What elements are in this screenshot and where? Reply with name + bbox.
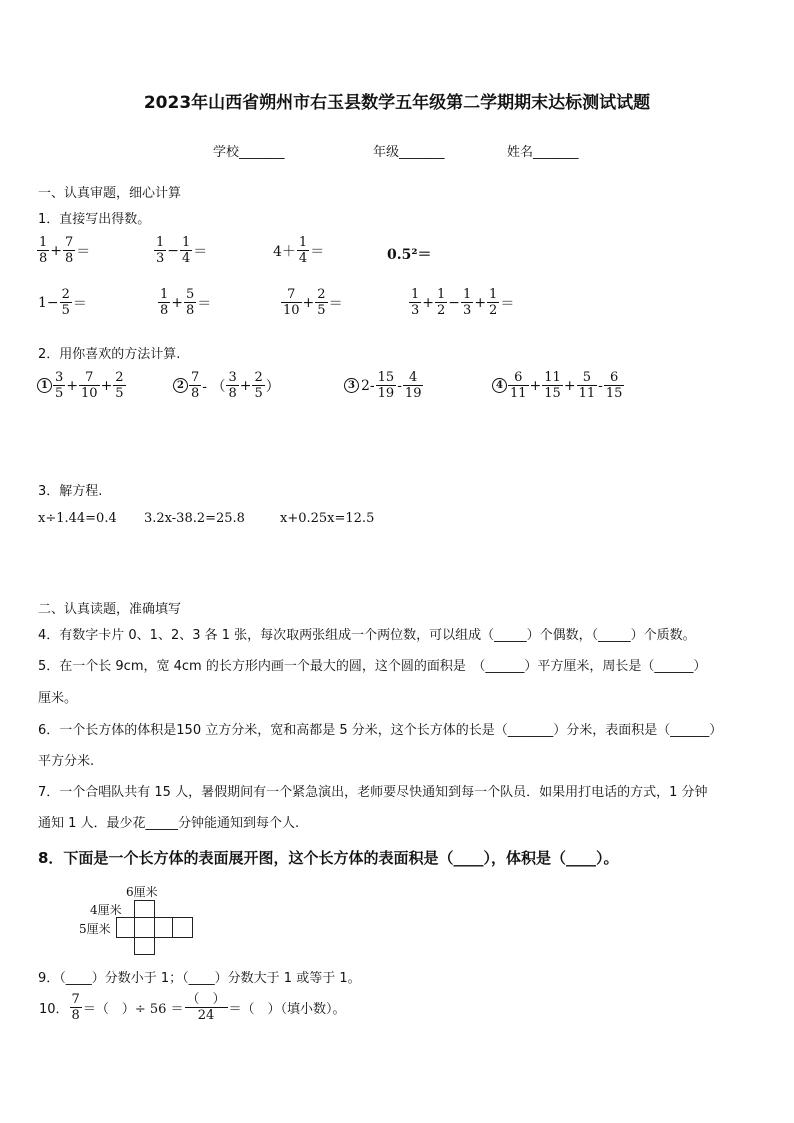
q6-text-line2: 平方分米. bbox=[38, 754, 95, 769]
q1-expr-1: $\frac{1}{8}$ + $\frac{7}{8}$ ＝ bbox=[39, 235, 91, 266]
section-1-heading: 一、认真审题，细心计算 bbox=[38, 186, 182, 201]
page-title: 2023年山西省朔州市右玉县数学五年级第二学期期末达标测试试题 bbox=[143, 93, 651, 113]
q1-expr-5: 1− $\frac{2}{5}$ ＝ bbox=[38, 287, 87, 318]
q2-expr-2: 2 $\frac{7}{8}$ - （ $\frac{3}{8}$ + $\frac{2}{5}$ ） bbox=[173, 370, 281, 401]
q8-text: 8．下面是一个长方体的表面展开图，这个长方体的表面积是（____），体积是（____）。 bbox=[38, 849, 619, 867]
circled-number: 1 bbox=[37, 378, 52, 393]
q3-equation-3: x+0.25x=12.5 bbox=[280, 511, 375, 526]
q9-text: 9．（____）分数小于 1；（____）分数大于 1 或等于 1。 bbox=[38, 971, 361, 986]
q1-expr-2: $\frac{1}{3}$ − $\frac{1}{4}$ ＝ bbox=[156, 235, 208, 266]
net-label-4cm: 4厘米 bbox=[90, 903, 122, 917]
q2-expr-4: 4 $\frac{6}{11}$ + $\frac{11}{15}$ + $\frac{5}{11}$ - $\frac{6}{15}$ bbox=[492, 370, 624, 401]
q5-text-line2: 厘米。 bbox=[38, 691, 78, 706]
q1-expr-8: $\frac{1}{3}$ + $\frac{1}{2}$ − $\frac{1}{3}$ + $\frac{1}{2}$ ＝ bbox=[411, 287, 515, 318]
net-face-top bbox=[134, 900, 155, 918]
net-face-back bbox=[172, 917, 193, 938]
q5-text-line1: 5．在一个长 9cm，宽 4cm 的长方形内画一个最大的圆，这个圆的面积是 （______）平方厘米，周长是（______） bbox=[38, 659, 707, 674]
school-field[interactable]: 学校_______ bbox=[213, 145, 285, 160]
section-2-heading: 二、认真读题，准确填写 bbox=[38, 602, 182, 617]
net-face-front bbox=[134, 917, 155, 938]
circled-number: 3 bbox=[344, 378, 359, 393]
q3-equation-2: 3.2x-38.2=25.8 bbox=[144, 511, 245, 526]
circled-number: 4 bbox=[492, 378, 507, 393]
net-label-6cm: 6厘米 bbox=[126, 885, 158, 899]
net-face-left bbox=[116, 917, 135, 938]
q7-text-line1: 7．一个合唱队共有 15 人，暑假期间有一个紧急演出，老师要尽快通知到每一个队员．如果用打电话的方式，1 分钟 bbox=[38, 785, 708, 800]
q1-expr-4: 0.5²＝ bbox=[387, 247, 432, 263]
q2-label: 2．用你喜欢的方法计算. bbox=[38, 347, 181, 362]
net-face-right bbox=[154, 917, 173, 938]
circled-number: 2 bbox=[173, 378, 188, 393]
q4-text: 4．有数字卡片 0、1、2、3 各 1 张，每次取两张组成一个两位数，可以组成（_____）个偶数，（_____）个质数。 bbox=[38, 628, 696, 643]
q6-text-line1: 6．一个长方体的体积是150 立方分米，宽和高都是 5 分米，这个长方体的长是（_______）分米，表面积是（______） bbox=[38, 723, 723, 738]
q2-expr-3: 3 2- $\frac{15}{19}$ - $\frac{4}{19}$ bbox=[344, 370, 423, 401]
net-face-bottom bbox=[134, 937, 155, 955]
q2-expr-1: 1 $\frac{3}{5}$ + $\frac{7}{10}$ + $\frac{2}{5}$ bbox=[37, 370, 126, 401]
q10-expression: 10． $\frac{7}{8}$ ＝（ ）÷ 56 ＝ $\frac{( )}{24}$ ＝（ ）（填小数）。 bbox=[39, 992, 346, 1023]
q3-label: 3．解方程. bbox=[38, 484, 103, 499]
q1-expr-7: $\frac{7}{10}$ + $\frac{2}{5}$ ＝ bbox=[283, 287, 343, 318]
q1-expr-6: $\frac{1}{8}$ + $\frac{5}{8}$ ＝ bbox=[160, 287, 212, 318]
q7-text-line2: 通知 1 人．最少花_____分钟能通知到每个人. bbox=[38, 816, 300, 831]
q1-expr-3: 4＋ $\frac{1}{4}$ ＝ bbox=[273, 235, 325, 266]
net-label-5cm: 5厘米 bbox=[79, 922, 111, 936]
grade-field[interactable]: 年级_______ bbox=[373, 145, 445, 160]
name-field[interactable]: 姓名_______ bbox=[507, 145, 579, 160]
q1-label: 1．直接写出得数。 bbox=[38, 212, 151, 227]
q3-equation-1: x÷1.44=0.4 bbox=[38, 511, 117, 526]
